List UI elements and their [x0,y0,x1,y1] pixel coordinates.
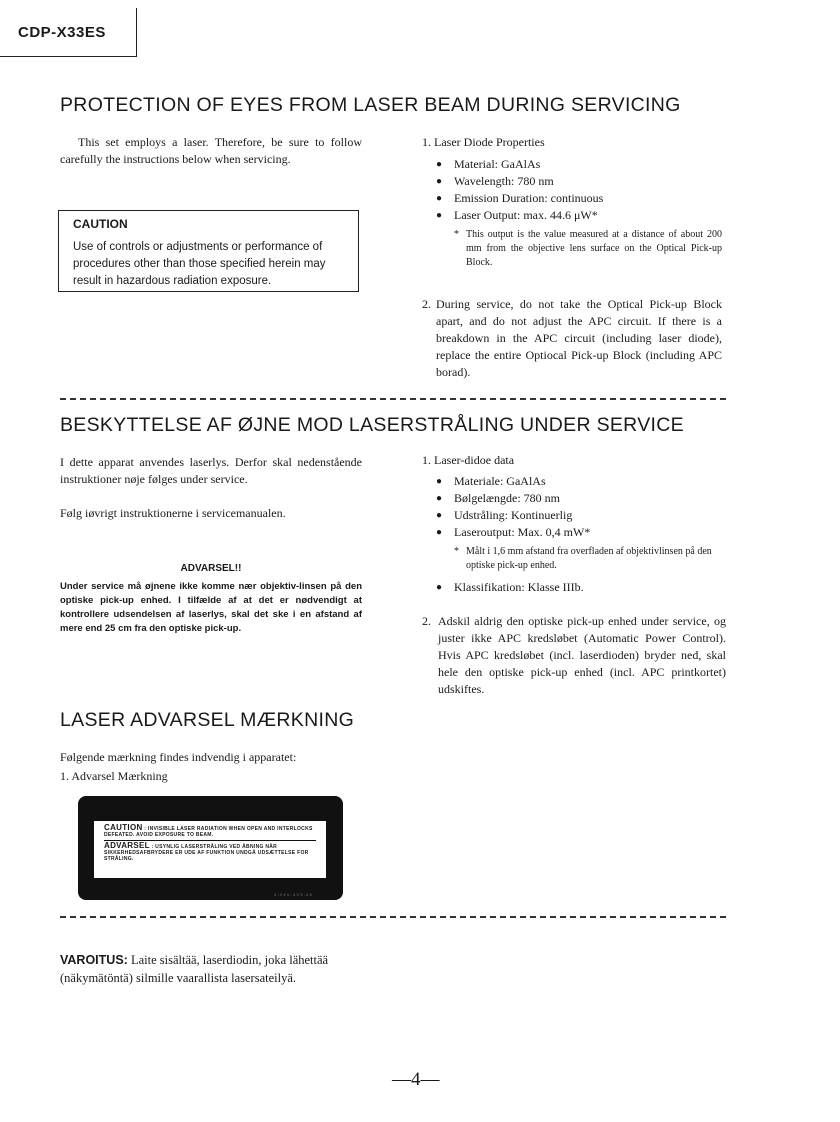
properties-heading-da: 1. Laser-didoe data [422,453,515,467]
dashed-divider [60,916,726,918]
output-note-da: * Målt i 1,6 mm afstand fra overfladen af objektivlinsen på den optiske pick-up enhed. [436,545,736,573]
finnish-warning-label: VAROITUS: [60,953,128,967]
finnish-warning [60,951,370,987]
header-divider-vertical [136,8,137,56]
label-caution-text: : INVISIBLE LASER RADIATION WHEN OPEN AND INTERLOCKS DEFEATED. AVOID EXPOSURE TO BEAM. [104,826,313,838]
caution-box [58,210,359,292]
item-number: 2. [422,614,431,628]
intro-da: I dette apparat anvendes laserlys. Derfor skal nedenstående instruktioner nøje følges under service. [60,455,362,486]
section-title-da: BESKYTTELSE AF ØJNE MOD LASERSTRÅLING UNDER SERVICE [60,414,684,436]
property-emission-duration: ● Emission Duration: continuous [436,190,722,207]
page-number: —4— [392,1069,440,1090]
warning-text: Under service må øjnene ikke komme nær objektiv-linsen på den optiske pick-up enhed. I tilfælde af at det er nødvendigt at kontrollere udsendelsen af laserlys, skal det ske i en afstand af mere end 25 cm fra den optiske pick-up. [60,581,362,634]
dashed-divider [60,398,726,400]
warning-title: ADVARSEL!! [180,563,242,574]
section-title-en: PROTECTION OF EYES FROM LASER BEAM DURING SERVICING [60,94,681,116]
classification-list [436,579,726,596]
item-text: Adskil aldrig den optiske pick-up enhed under service, og juster ikke APC kredsløbet (Automatic Power Control). Hvis APC kredsløbet (incl. laserdioden) bryder ned, skal hele den optiske pick-up enhed (incl. APC printkortet) udskiftes. [438,614,726,696]
label-code-wrap [78,796,343,900]
label-advarsel-text: : USYNLIG LASERSTRÅLING VED ÅBNING NÅR SIKKERHEDSAFBRYDERE ER UDE AF FUNKTION UNDGÅ UDSÆTTELSE FOR STRÅLING. [104,844,309,862]
property-materiale: ● Materiale: GaAlAs [436,473,726,490]
laser-properties-da [422,452,726,596]
intro2-da: Følg iøvrigt instruktionerne i servicemanualen. [60,506,286,520]
section-title-marking: LASER ADVARSEL MÆRKNING [60,709,355,731]
caution-title: CAUTION [73,217,128,231]
item-number: 2. [422,297,431,311]
label-code: 3-XXX-XXX-0X [273,892,313,897]
properties-list-en [436,156,722,224]
laser-properties-en [422,134,722,270]
model-number: CDP-X33ES [18,24,106,41]
label-caution-key: CAUTION [104,823,143,832]
intro-en: This set employs a laser. Therefore, be sure to follow carefully the instructions below when servicing. [60,135,362,166]
item-text: During service, do not take the Optical Pick-up Block apart, and do not adjust the APC circuit. If there is a breakdown in the APC circuit (including laser diode), replace the entire Optiocal Pick-up Block (including APC borad). [436,297,722,379]
properties-list-da [436,473,726,541]
property-wavelength: ● Wavelength: 780 nm [436,173,722,190]
property-material: ● Material: GaAlAs [436,156,722,173]
marking-intro: Følgende mærkning findes indvendig i apparatet: [60,750,297,764]
property-classification: ● Klassifikation: Klasse IIIb. [436,579,726,596]
property-udstraling: ● Udstråling: Kontinuerlig [436,507,726,524]
caution-text: Use of controls or adjustments or performance of procedures other than those specified herein may result in hazardous radiation exposure. [73,241,326,287]
properties-heading-en: 1. Laser Diode Properties [422,135,545,149]
service-item-2-da [422,613,726,698]
property-bolgelaengde: ● Bølgelængde: 780 nm [436,490,726,507]
property-laseroutput: ● Laseroutput: Max. 0,4 mW* [436,524,726,541]
property-laser-output: ● Laser Output: max. 44.6 μW* [436,207,722,224]
marking-item-1: 1. Advarsel Mærkning [60,769,168,783]
header-divider-horizontal [0,56,137,57]
label-advarsel-key: ADVARSEL [104,841,150,850]
finnish-warning-text: Laite sisältää, laserdiodin, joka lähettää (näkymätöntä) silmille vaarallista lasersateilyä. [60,953,329,985]
output-note-en: * This output is the value measured at a distance of about 200 mm from the objective lens surface on the Optical Pick-up Block. [436,228,722,270]
service-item-2-en [422,296,722,381]
